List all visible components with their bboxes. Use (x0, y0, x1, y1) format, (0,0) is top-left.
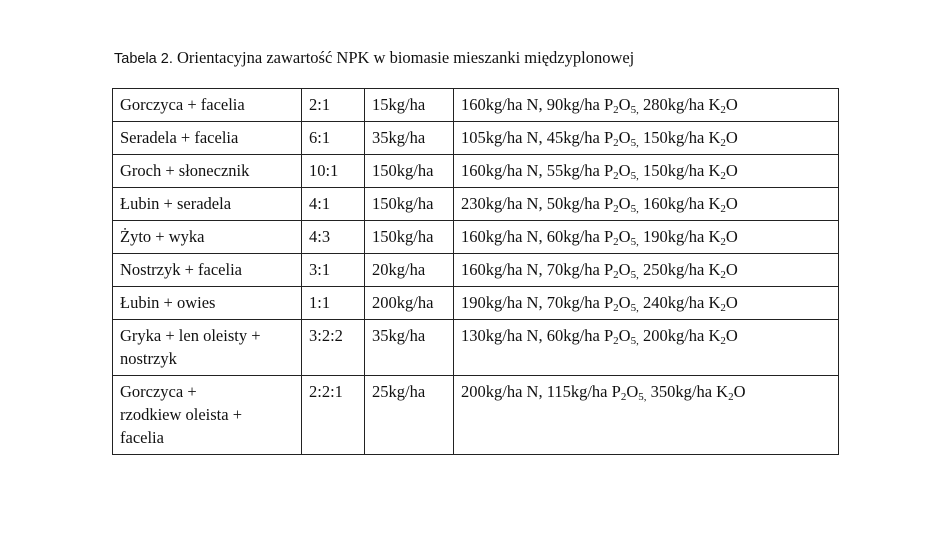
seed-rate-cell: 20kg/ha (365, 254, 454, 287)
caption-text: Orientacyjna zawartość NPK w biomasie mieszanki międzyplonowej (176, 48, 635, 67)
mix-cell: Gorczyca + rzodkiew oleista + facelia (113, 376, 302, 455)
npk-cell: 160kg/ha N, 60kg/ha $P_2O_{5,}$ 190kg/ha $K_2O$ (454, 221, 839, 254)
seed-rate-cell: 150kg/ha (365, 155, 454, 188)
seed-rate-cell: 150kg/ha (365, 188, 454, 221)
npk-cell: 160kg/ha N, 55kg/ha $P_2O_{5,}$ 150kg/ha $K_2O$ (454, 155, 839, 188)
mix-cell: Łubin + owies (113, 287, 302, 320)
npk-cell: 160kg/ha N, 70kg/ha $P_2O_{5,}$ 250kg/ha $K_2O$ (454, 254, 839, 287)
npk-cell: 160kg/ha N, 90kg/ha $P_2O_{5,}$ 280kg/ha $K_2O$ (454, 89, 839, 122)
table-row (113, 254, 839, 287)
ratio-cell: 1:1 (302, 287, 365, 320)
ratio-cell: 2:2:1 (302, 376, 365, 455)
ratio-cell: 4:1 (302, 188, 365, 221)
seed-rate-cell: 35kg/ha (365, 320, 454, 376)
ratio-cell: 2:1 (302, 89, 365, 122)
mix-cell: Groch + słonecznik (113, 155, 302, 188)
table-row (113, 155, 839, 188)
npk-cell: 190kg/ha N, 70kg/ha $P_2O_{5,}$ 240kg/ha $K_2O$ (454, 287, 839, 320)
ratio-cell: 10:1 (302, 155, 365, 188)
ratio-cell: 4:3 (302, 221, 365, 254)
mix-cell: Gryka + len oleisty + nostrzyk (113, 320, 302, 376)
table-row (113, 320, 839, 376)
seed-rate-cell: 25kg/ha (365, 376, 454, 455)
npk-cell: 130kg/ha N, 60kg/ha $P_2O_{5,}$ 200kg/ha $K_2O$ (454, 320, 839, 376)
caption-label: Tabela 2. (114, 51, 173, 67)
ratio-cell: 3:1 (302, 254, 365, 287)
npk-cell: 200kg/ha N, 115kg/ha $P_2O_{5,}$ 350kg/ha $K_2O$ (454, 376, 839, 455)
ratio-cell: 3:2:2 (302, 320, 365, 376)
seed-rate-cell: 15kg/ha (365, 89, 454, 122)
table-row (113, 376, 839, 455)
table-row (113, 221, 839, 254)
seed-rate-cell: 200kg/ha (365, 287, 454, 320)
table-row (113, 89, 839, 122)
mix-cell: Gorczyca + facelia (113, 89, 302, 122)
table-row (113, 287, 839, 320)
seed-rate-cell: 35kg/ha (365, 122, 454, 155)
mix-cell: Żyto + wyka (113, 221, 302, 254)
mix-cell: Nostrzyk + facelia (113, 254, 302, 287)
npk-table (112, 88, 839, 455)
mix-cell: Łubin + seradela (113, 188, 302, 221)
seed-rate-cell: 150kg/ha (365, 221, 454, 254)
mix-cell: Seradela + facelia (113, 122, 302, 155)
npk-cell: 230kg/ha N, 50kg/ha $P_2O_{5,}$ 160kg/ha $K_2O$ (454, 188, 839, 221)
npk-cell: 105kg/ha N, 45kg/ha $P_2O_{5,}$ 150kg/ha $K_2O$ (454, 122, 839, 155)
table-caption (114, 48, 634, 69)
ratio-cell: 6:1 (302, 122, 365, 155)
table-row (113, 188, 839, 221)
table-row (113, 122, 839, 155)
